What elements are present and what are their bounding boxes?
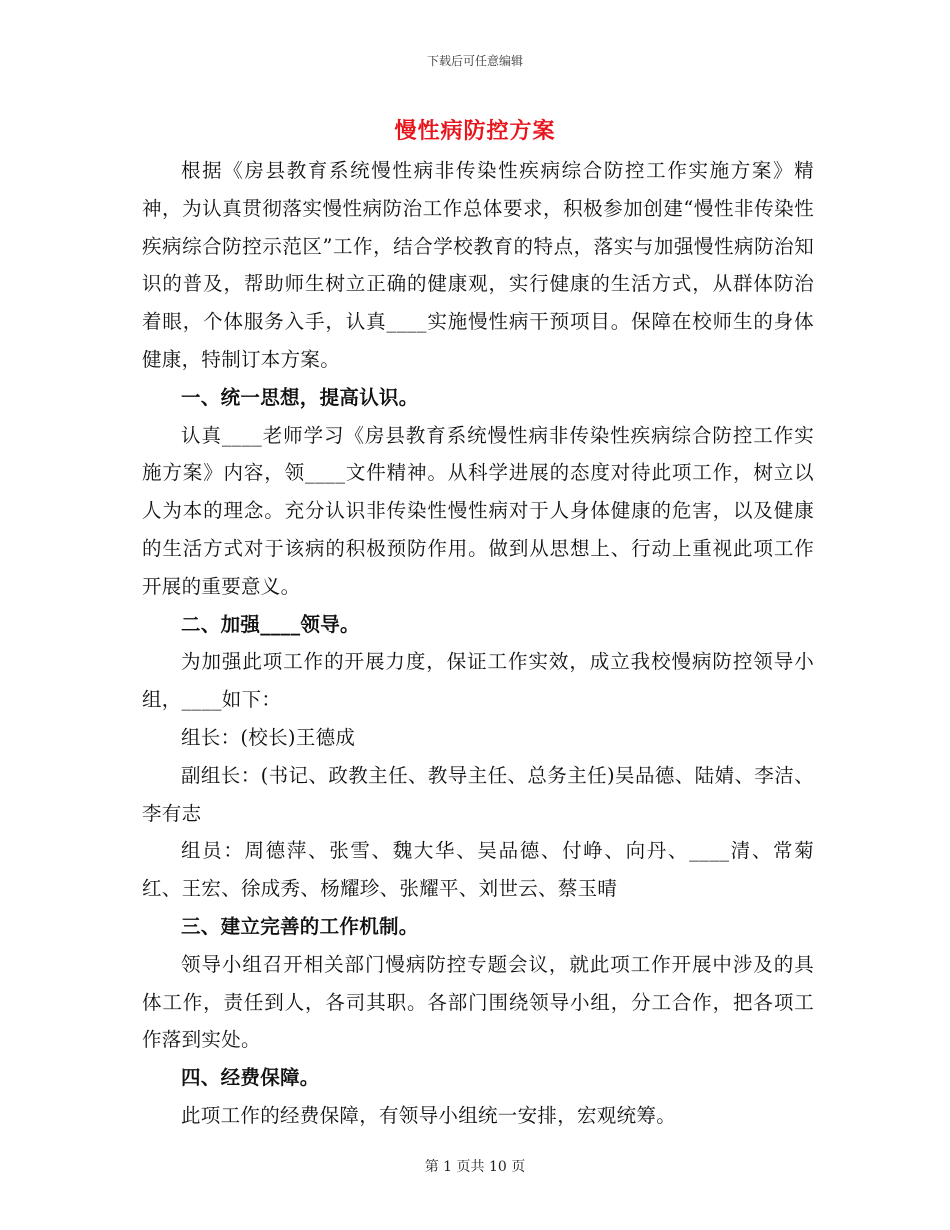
members-line: 组员：周德萍、张雪、魏大华、吴品德、付峥、向丹、____清、常菊红、王宏、徐成秀、杨耀珍、张耀平、刘世云、蔡玉晴 xyxy=(142,839,814,901)
deputy-leader-line: 副组长：(书记、政教主任、教导主任、总务主任)吴品德、陆婧、李洁、李有志 xyxy=(142,763,814,825)
section-1-paragraph: 认真____老师学习《房县教育系统慢性病非传染性疾病综合防控工作实施方案》内容，领____文件精神。从科学进展的态度对待此项工作，树立以人为本的理念。充分认识非传染性慢性病对于人身体健康的危害，以及健康的生活方式对于该病的积极预防作用。做到从思想上、行动上重视此项工作开展的重要意义。 xyxy=(142,423,814,598)
section-heading-3: 三、建立完善的工作机制。 xyxy=(181,914,419,938)
section-4-paragraph: 此项工作的经费保障，有领导小组统一安排，宏观统筹。 xyxy=(181,1103,677,1127)
section-heading-2: 二、加强____领导。 xyxy=(181,612,360,636)
section-3-paragraph: 领导小组召开相关部门慢病防控专题会议，就此项工作开展中涉及的具体工作，责任到人，各司其职。各部门围绕领导小组，分工合作，把各项工作落到实处。 xyxy=(142,952,814,1052)
group-leader-line: 组长：(校长)王德成 xyxy=(181,725,356,749)
document-title: 慢性病防控方案 xyxy=(394,118,556,144)
intro-paragraph: 根据《房县教育系统慢性病非传染性疾病综合防控工作实施方案》精神，为认真贯彻落实慢性病防治工作总体要求，积极参加创建“慢性非传染性疾病综合防控示范区”工作，结合学校教育的特点，落实与加强慢性病防治知识的普及，帮助师生树立正确的健康观，实行健康的生活方式，从群体防治着眼，个体服务入手，认真____实施慢性病干预项目。保障在校师生的身体健康，特制订本方案。 xyxy=(142,159,814,371)
document-body xyxy=(142,152,814,1135)
header-note: 下载后可任意编辑 xyxy=(426,54,523,68)
section-heading-1: 一、统一思想，提高认识。 xyxy=(181,385,419,409)
section-2-paragraph: 为加强此项工作的开展力度，保证工作实效，成立我校慢病防控领导小组，____如下： xyxy=(142,650,814,712)
section-heading-4: 四、经费保障。 xyxy=(181,1066,320,1090)
page-footer: 第 1 页共 10 页 xyxy=(424,1159,526,1175)
